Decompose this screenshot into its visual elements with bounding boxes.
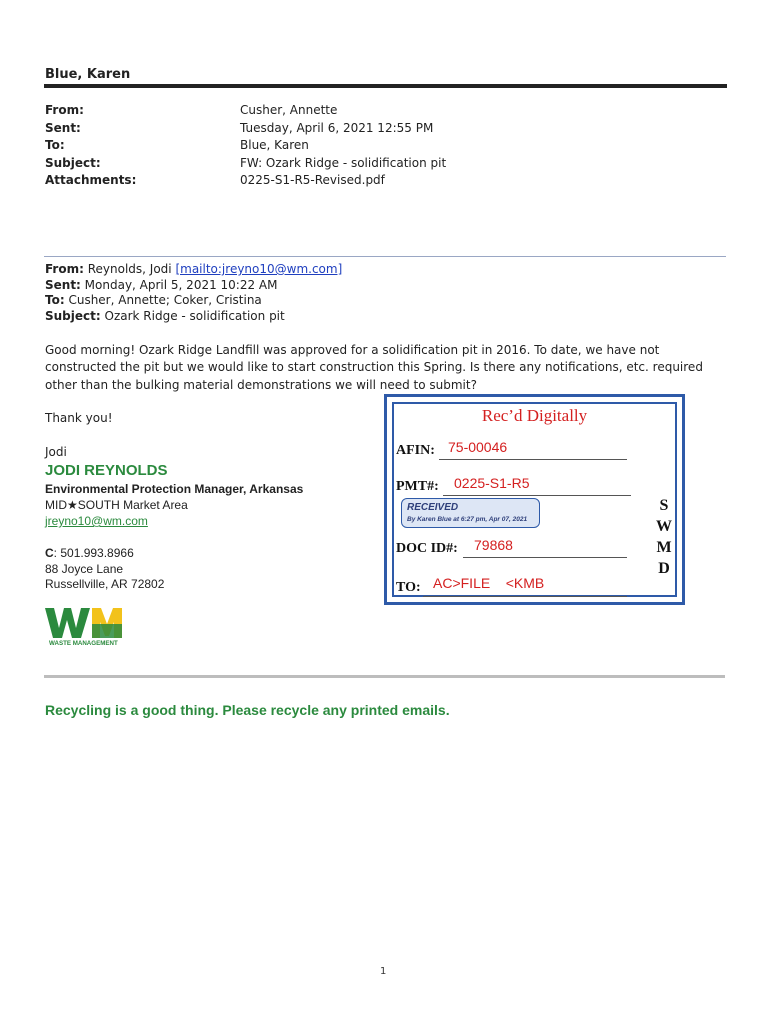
fwd-from-label: From:	[45, 262, 84, 276]
email-body-paragraph: Good morning! Ozark Ridge Landfill was approved for a solidification pit in 2016. To date, we have not constructed the pit but we would like to start construction this Spring. Is there any notifications, etc. required other than the bulking material demonstrations we will need to submit?	[45, 343, 703, 392]
to-value: Blue, Karen	[240, 138, 309, 152]
email-thanks: Thank you!	[45, 411, 113, 425]
signature-market-area: MID★SOUTH Market Area	[45, 498, 188, 512]
received-badge-title: RECEIVED	[407, 502, 459, 513]
forwarded-header	[45, 262, 342, 325]
fwd-to-label: To:	[45, 293, 65, 308]
email-meta-labels	[45, 102, 136, 190]
phone-label: C	[45, 546, 54, 560]
subject-value: FW: Ozark Ridge - solidification pit	[240, 155, 447, 170]
forward-divider	[44, 256, 726, 257]
to-label: To:	[45, 138, 65, 152]
fwd-to-value: Cusher, Annette; Coker, Cristina	[64, 293, 262, 308]
received-stamp	[384, 394, 685, 605]
pmt-value: 0225-S1-R5	[454, 475, 530, 491]
signature-address-line1: 88 Joyce Lane	[45, 562, 124, 576]
email-meta-values	[240, 102, 446, 190]
footer-divider	[44, 675, 725, 678]
wm-logo-text: WASTE MANAGEMENT	[49, 640, 118, 646]
side-letter: D	[658, 560, 670, 577]
subject-label: Subject:	[45, 155, 101, 170]
fwd-subject-label: Subject:	[45, 309, 101, 324]
from-label: From:	[45, 103, 84, 117]
fwd-sent-value: Monday, April 5, 2021 10:22 AM	[80, 277, 278, 292]
signature-address-line2: Russellville, AR 72802	[45, 577, 165, 591]
doc-id-underline	[463, 557, 627, 558]
side-letter: W	[656, 518, 672, 535]
recycle-notice: Recycling is a good thing. Please recycle any printed emails.	[45, 702, 450, 718]
wm-logo	[45, 606, 151, 646]
attachment-link[interactable]: 0225-S1-R5-Revised.pdf	[240, 173, 385, 187]
afin-underline	[439, 459, 627, 460]
doc-id-label: DOC ID#:	[396, 541, 458, 556]
signature-name: JODI REYNOLDS	[45, 462, 168, 479]
side-letter: M	[656, 539, 672, 556]
signature-phone	[45, 546, 134, 560]
side-letter: S	[659, 497, 669, 514]
fwd-from-value: Reynolds, Jodi	[87, 262, 176, 276]
to-routing-label: TO:	[396, 580, 421, 595]
to-routing-underline	[423, 596, 627, 597]
pmt-label: PMT#:	[396, 479, 439, 494]
received-badge-detail: By Karen Blue at 6:27 pm, Apr 07, 2021	[407, 516, 528, 523]
pmt-underline	[443, 495, 631, 496]
afin-value: 75-00046	[448, 439, 508, 455]
document-owner-name: Blue, Karen	[45, 67, 131, 82]
phone-number: : 501.993.8966	[53, 546, 134, 560]
afin-label: AFIN:	[396, 443, 435, 458]
attachments-label: Attachments:	[45, 173, 137, 187]
fwd-sent-label: Sent:	[45, 277, 81, 292]
received-badge	[401, 498, 540, 528]
header-divider	[44, 84, 727, 88]
signature-email-link[interactable]: jreyno10@wm.com	[45, 514, 148, 528]
fwd-mailto-link[interactable]: [mailto:jreyno10@wm.com]	[175, 262, 343, 276]
swmd-side-letters	[654, 495, 674, 579]
sent-value: Tuesday, April 6, 2021 12:55 PM	[240, 120, 434, 135]
signature-title: Environmental Protection Manager, Arkansas	[45, 482, 304, 496]
fwd-subject-value: Ozark Ridge - solidification pit	[100, 309, 285, 324]
page-number: 1	[380, 966, 387, 977]
email-closing: Jodi	[45, 445, 67, 459]
doc-id-value: 79868	[474, 537, 513, 553]
sent-label: Sent:	[45, 120, 81, 135]
from-value: Cusher, Annette	[240, 103, 338, 117]
to-routing-value: AC>FILE <KMB	[433, 575, 545, 591]
stamp-title: Rec’d Digitally	[481, 406, 588, 425]
